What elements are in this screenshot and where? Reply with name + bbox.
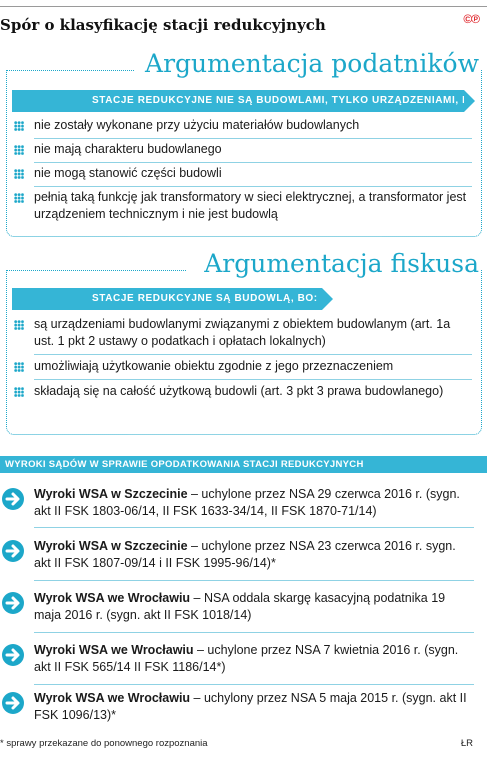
list-item: umożliwiają użytkowanie obiektu zgodnie z jego przeznaczeniem [34,358,468,375]
bullet-icon [14,193,24,203]
ruling-text: Wyroki WSA we Wrocławiu – uchylone przez NSA 7 kwietnia 2016 r. (sygn. akt II FSK 565/14 II FSK 1186/14*) [34,643,459,674]
divider [34,186,472,187]
list-item: nie zostały wykonane przy użyciu materiałów budowlanych [34,117,468,134]
list-item: nie mogą stanowić części budowli [34,165,468,182]
bullet-icon [14,169,24,179]
divider [34,138,472,139]
ruling-text: Wyroki WSA w Szczecinie – uchylone przez NSA 29 czerwca 2016 r. (sygn. akt II FSK 1803-06/14, II FSK 1633-34/14, II FSK 1870-71/14) [34,487,460,518]
bullet-icon [14,362,24,372]
divider [34,527,474,528]
top-rule [0,6,487,7]
copyright-logo: ©℗ [463,12,479,26]
arrow-right-icon [2,488,24,510]
taxpayers-heading: Argumentacja podatników [135,49,479,78]
ruling-text: Wyroki WSA w Szczecinie – uchylone przez NSA 23 czerwca 2016 r. sygn. akt II FSK 1807-09/14 i II FSK 1995-96/14)* [34,539,456,570]
divider [34,684,474,685]
ruling-text: Wyrok WSA we Wrocławiu – NSA oddala skargę kasacyjną podatnika 19 maja 2016 r. (sygn. akt II FSK 1018/14) [34,591,446,622]
bullet-icon [14,145,24,155]
bullet-icon [14,320,24,330]
divider [34,379,472,380]
divider [34,632,474,633]
rulings-band: WYROKI SĄDÓW W SPRAWIE OPODATKOWANIA STACJI REDUKCYJNYCH [0,456,487,473]
bullet-icon [14,387,24,397]
list-item: składają się na całość użytkową budowli (art. 3 pkt 3 prawa budowlanego) [34,383,468,400]
arrow-right-icon [2,644,24,666]
page-title: Spór o klasyfikację stacji redukcyjnych [0,16,326,34]
taxpayers-band: STACJE REDUKCYJNE NIE SĄ BUDOWLAMI, TYLKO URZĄDZENIAMI, BO: [12,90,464,112]
arrow-right-icon [2,540,24,562]
divider [34,354,472,355]
fiscus-heading: Argumentacja fiskusa [194,249,479,278]
author-signature: ŁR [460,738,473,749]
list-item: są urządzeniami budowlanymi związanymi z obiektem budowlanym (art. 1a ust. 1 pkt 2 ustawy o podatkach i opłatach lokalnych) [34,316,468,350]
fiscus-band: STACJE REDUKCYJNE SĄ BUDOWLĄ, BO: [12,288,322,310]
ruling-text: Wyrok WSA we Wrocławiu – uchylony przez NSA 5 maja 2015 r. (sygn. akt II FSK 1096/13)* [34,691,467,722]
arrow-right-icon [2,592,24,614]
arrow-right-icon [2,692,24,714]
list-item: pełnią taką funkcję jak transformatory w sieci elektrycznej, a transformator jest urządzeniem technicznym i nie jest budowlą [34,189,468,223]
footnote: * sprawy przekazane do ponownego rozpoznania [0,738,208,749]
bullet-icon [14,121,24,131]
divider [34,580,474,581]
list-item: nie mają charakteru budowlanego [34,141,468,158]
divider [34,162,472,163]
